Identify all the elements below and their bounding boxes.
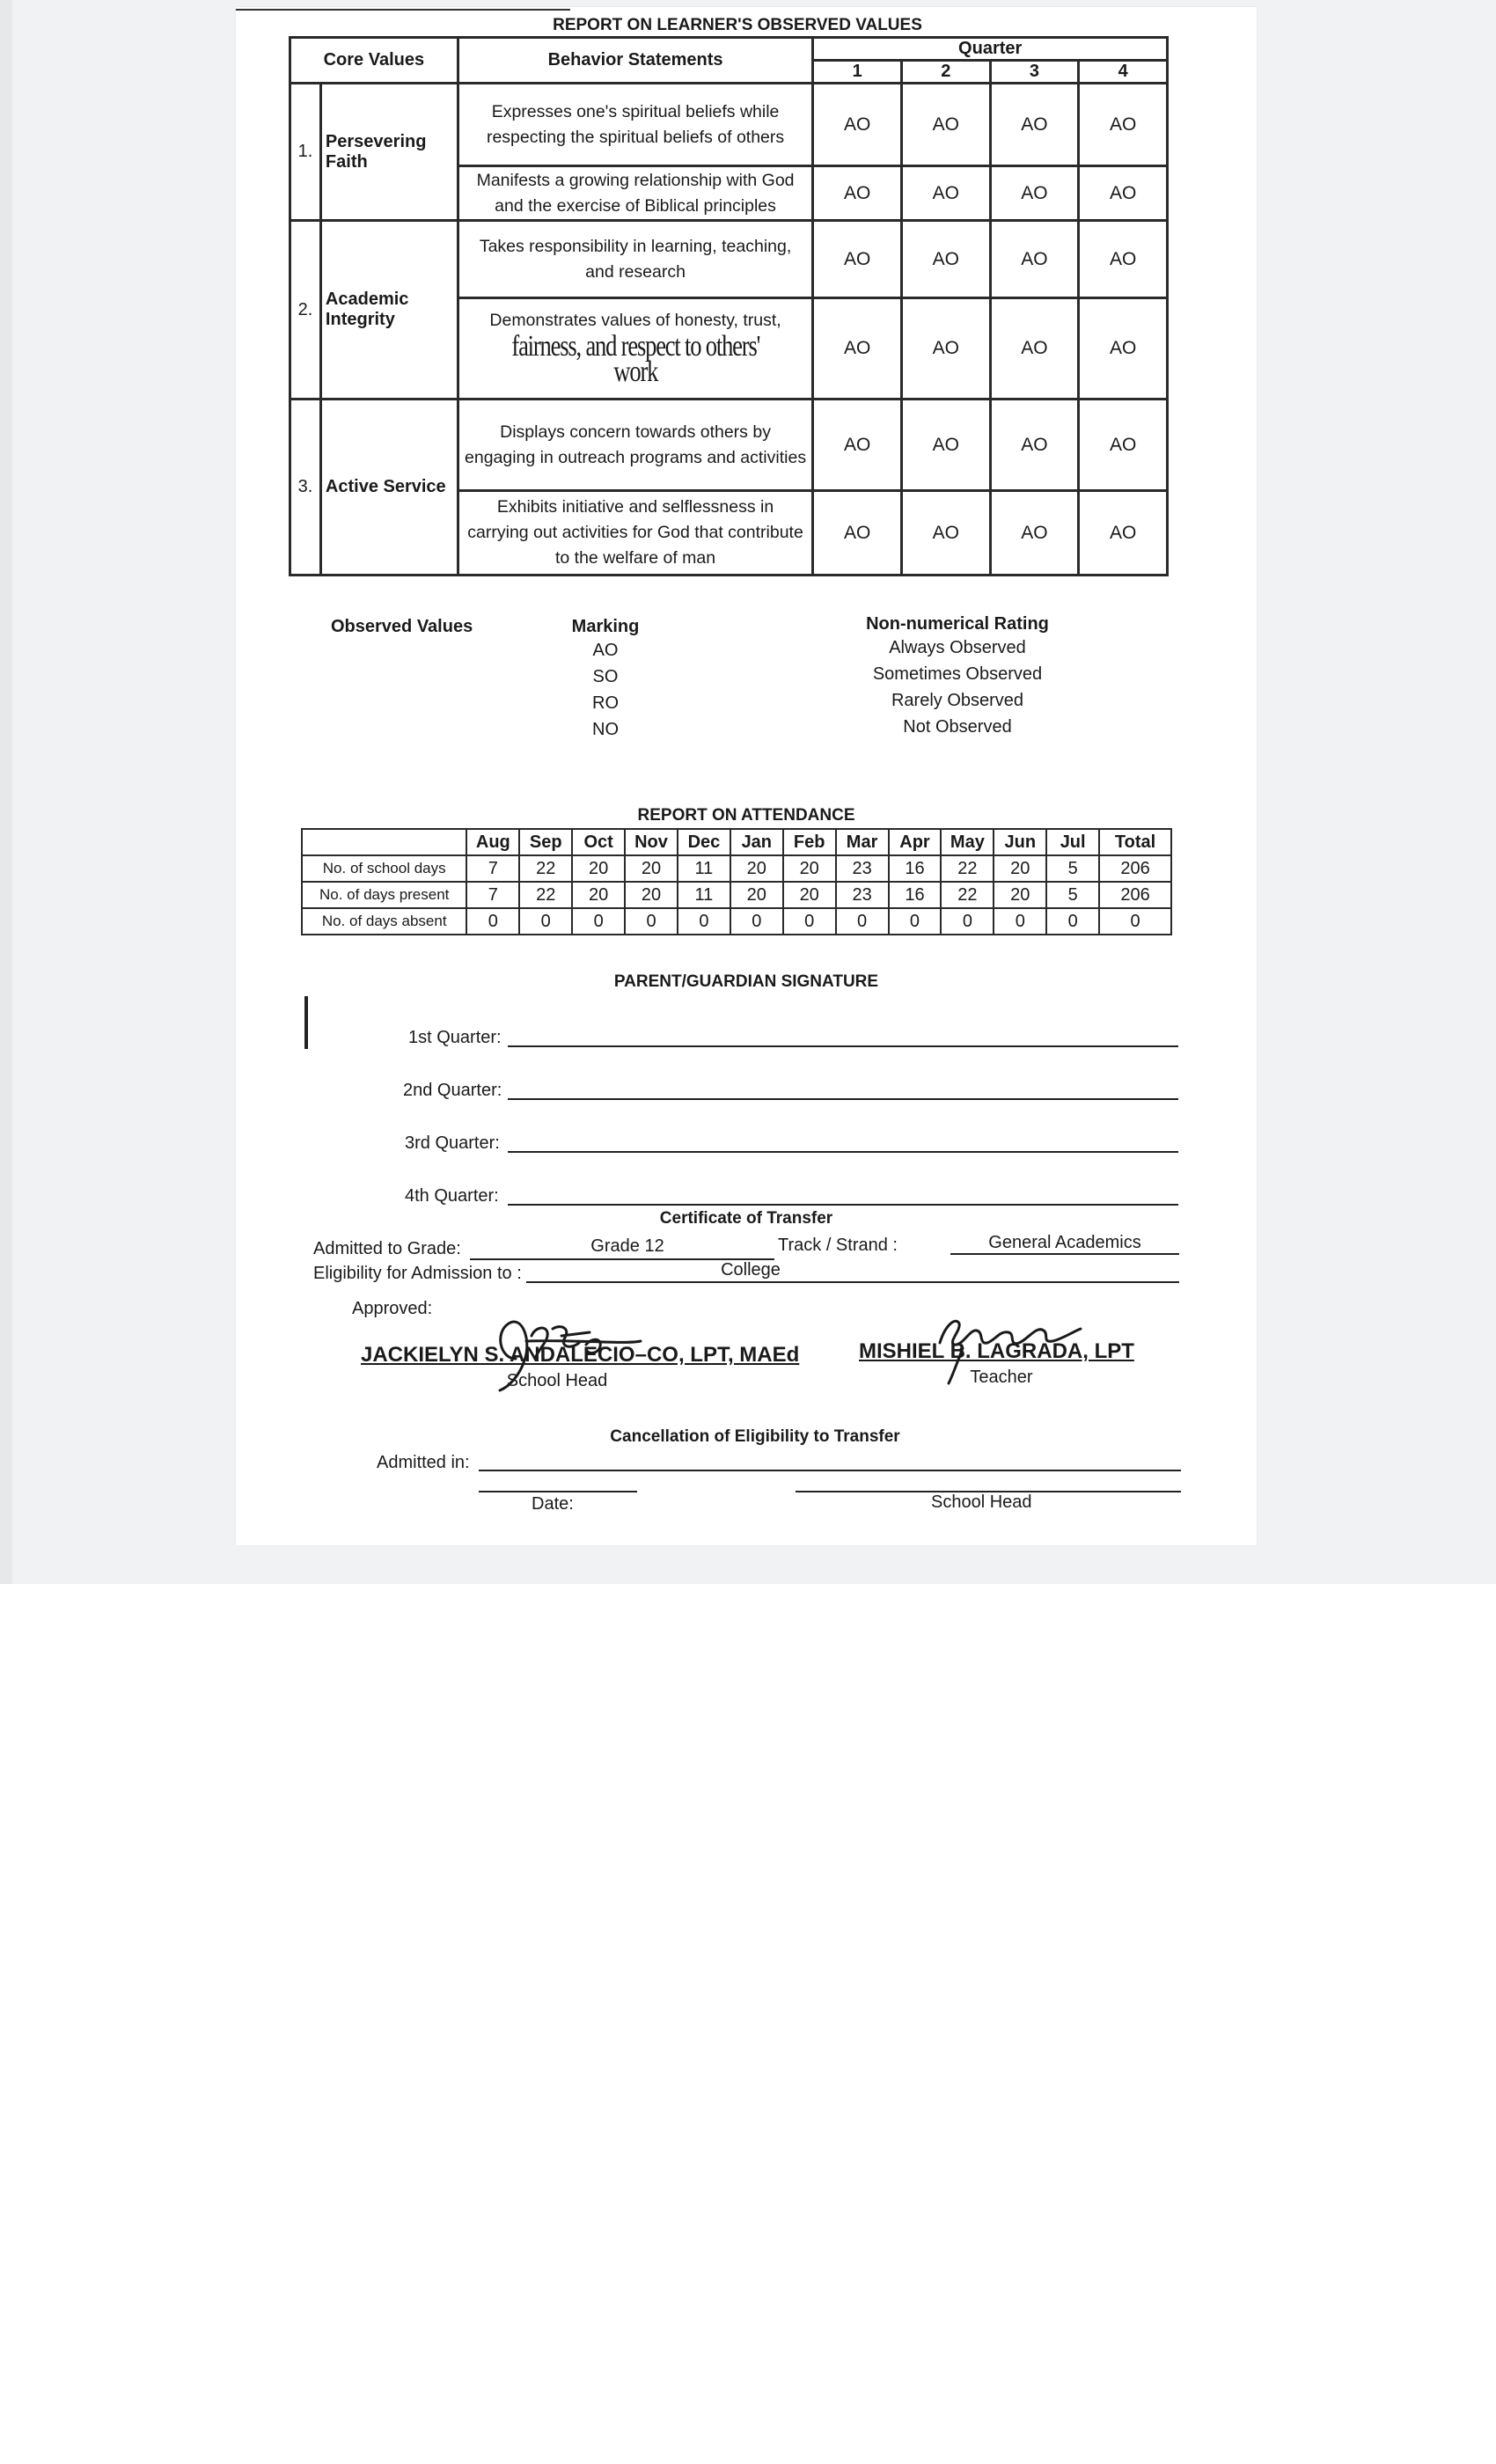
table-row	[302, 882, 1171, 908]
admitted-to-grade-value: Grade 12	[590, 1236, 664, 1256]
month-header: Dec	[678, 829, 730, 855]
attendance-cell: 20	[783, 855, 836, 882]
scan-edge	[0, 0, 12, 1584]
month-header: Jul	[1046, 829, 1099, 855]
mark-q4: AO	[1079, 221, 1168, 298]
month-header: Feb	[783, 829, 836, 855]
behavior-statement: Displays concern towards others by engaging in outreach programs and activities	[458, 400, 813, 491]
report-card-page	[236, 7, 1257, 1545]
month-header: Apr	[889, 829, 942, 855]
school-head-role: School Head	[506, 1371, 608, 1390]
table-row	[302, 829, 1171, 855]
table-row	[302, 908, 1171, 935]
month-header: Sep	[519, 829, 572, 855]
attendance-cell: 5	[1046, 882, 1099, 908]
month-header: Oct	[572, 829, 625, 855]
legend-marking-label: Marking	[571, 617, 640, 636]
attendance-cell: 0	[994, 908, 1046, 935]
date-line	[479, 1491, 637, 1492]
mark-q2: AO	[902, 298, 991, 400]
mark-q1: AO	[813, 298, 902, 400]
mark-q3: AO	[990, 84, 1079, 166]
behavior-statement-continued: fairness, and respect to others' work	[511, 330, 759, 388]
attendance-cell: 0	[466, 908, 519, 935]
quarter-2-label: 2nd Quarter:	[403, 1081, 502, 1100]
quarter-4-label: 4th Quarter:	[405, 1186, 499, 1206]
mark-q3: AO	[990, 221, 1079, 298]
header-q2: 2	[902, 61, 991, 84]
table-row	[290, 221, 1168, 298]
legend-rating: Rarely Observed	[891, 691, 1024, 710]
attendance-cell: 0	[678, 908, 730, 935]
attendance-total: 0	[1099, 908, 1171, 935]
legend-rating: Not Observed	[903, 717, 1012, 737]
mark-q3: AO	[990, 491, 1079, 576]
total-header: Total	[1099, 829, 1171, 855]
behavior-statement: Exhibits initiative and selflessness in carrying out activities for God that contribute to the welfare of man	[458, 491, 813, 576]
margin-mark	[304, 996, 308, 1049]
mark-q4: AO	[1079, 84, 1168, 166]
attendance-cell: 0	[730, 908, 783, 935]
attendance-cell: 20	[625, 855, 678, 882]
attendance-cell: 0	[519, 908, 572, 935]
attendance-cell: 20	[730, 855, 783, 882]
quarter-1-label: 1st Quarter:	[408, 1028, 502, 1047]
mark-q2: AO	[902, 221, 991, 298]
mark-q1: AO	[813, 84, 902, 166]
legend-marking: RO	[592, 693, 619, 713]
attendance-cell: 5	[1046, 855, 1099, 882]
mark-q1: AO	[813, 400, 902, 491]
track-value: General Academics	[988, 1233, 1141, 1252]
behavior-statement-cell	[458, 298, 813, 400]
mark-q1: AO	[813, 491, 902, 576]
attendance-cell: 23	[836, 855, 889, 882]
behavior-statement: Expresses one's spiritual beliefs while respecting the spiritual beliefs of others	[458, 84, 813, 166]
row-label: No. of days absent	[302, 908, 466, 935]
eligibility-value: College	[721, 1260, 781, 1280]
attendance-cell: 20	[994, 855, 1046, 882]
header-q1: 1	[813, 61, 902, 84]
header-behavior-statements: Behavior Statements	[458, 38, 813, 84]
mark-q2: AO	[902, 491, 991, 576]
mark-q1: AO	[813, 221, 902, 298]
attendance-cell: 0	[941, 908, 994, 935]
mark-q4: AO	[1079, 400, 1168, 491]
attendance-cell: 0	[572, 908, 625, 935]
mark-q2: AO	[902, 84, 991, 166]
attendance-cell: 0	[889, 908, 942, 935]
attendance-title: REPORT ON ATTENDANCE	[637, 806, 855, 825]
attendance-cell: 20	[572, 882, 625, 908]
legend-marking-column	[544, 617, 667, 743]
top-edge-line	[236, 9, 570, 11]
cancellation-title: Cancellation of Eligibility to Transfer	[610, 1427, 900, 1446]
quarter-4-signature-line	[508, 1204, 1178, 1206]
attendance-total: 206	[1099, 882, 1171, 908]
attendance-total: 206	[1099, 855, 1171, 882]
attendance-cell: 23	[836, 882, 889, 908]
teacher-role: Teacher	[970, 1368, 1033, 1387]
attendance-cell: 22	[519, 882, 572, 908]
attendance-cell: 22	[941, 882, 994, 908]
mark-q4: AO	[1079, 166, 1168, 221]
date-label: Date:	[532, 1494, 574, 1514]
legend-observed-values-label: Observed Values	[331, 617, 473, 636]
attendance-cell: 0	[1046, 908, 1099, 935]
attendance-cell: 20	[783, 882, 836, 908]
mark-q3: AO	[990, 400, 1079, 491]
header-q4: 4	[1079, 61, 1168, 84]
parent-signature-title: PARENT/GUARDIAN SIGNATURE	[613, 972, 879, 991]
mark-q2: AO	[902, 166, 991, 221]
table-row	[302, 855, 1171, 882]
cancellation-school-head-label: School Head	[931, 1492, 1032, 1512]
track-line	[950, 1253, 1179, 1255]
table-row	[290, 84, 1168, 166]
mark-q3: AO	[990, 166, 1079, 221]
attendance-cell: 20	[730, 882, 783, 908]
month-header: Mar	[836, 829, 889, 855]
legend-marking: NO	[592, 720, 619, 739]
month-header: Jun	[994, 829, 1046, 855]
attendance-cell: 0	[625, 908, 678, 935]
group-number: 2.	[290, 221, 321, 400]
attendance-table	[301, 828, 1172, 935]
teacher-name: MISHIEL B. LAGRADA, LPT	[859, 1339, 1134, 1363]
admitted-in-label: Admitted in:	[377, 1453, 470, 1472]
legend-rating-label: Non-numerical Rating	[866, 614, 1049, 634]
behavior-statement: Takes responsibility in learning, teaching, and research	[458, 221, 813, 298]
school-head-name: JACKIELYN S. ANDALECIO–CO, LPT, MAEd	[361, 1343, 800, 1367]
quarter-2-signature-line	[508, 1098, 1178, 1100]
approved-label: Approved:	[352, 1299, 433, 1318]
eligibility-label: Eligibility for Admission to :	[313, 1264, 522, 1283]
legend-marking: AO	[592, 641, 619, 660]
group-number: 3.	[290, 400, 321, 576]
core-value-name: Academic Integrity	[320, 221, 458, 400]
attendance-cell: 16	[889, 882, 942, 908]
behavior-statement: Manifests a growing relationship with God and the exercise of Biblical principles	[458, 166, 813, 221]
mark-q3: AO	[990, 298, 1079, 400]
attendance-cell: 22	[941, 855, 994, 882]
legend-rating: Sometimes Observed	[872, 664, 1043, 684]
admitted-in-line	[479, 1470, 1181, 1471]
legend-rating: Always Observed	[889, 638, 1026, 657]
table-row	[290, 400, 1168, 491]
legend-rating-column	[825, 614, 1089, 740]
quarter-3-signature-line	[508, 1151, 1178, 1153]
behavior-statement: Demonstrates values of honesty, trust,	[489, 311, 781, 330]
header-quarter: Quarter	[813, 38, 1168, 61]
attendance-cell: 20	[994, 882, 1046, 908]
row-label: No. of days present	[302, 882, 466, 908]
header-q3: 3	[990, 61, 1079, 84]
month-header: Jan	[730, 829, 783, 855]
certificate-title: Certificate of Transfer	[659, 1209, 833, 1228]
group-number: 1.	[290, 84, 321, 221]
month-header: Aug	[466, 829, 519, 855]
header-core-values: Core Values	[290, 38, 458, 84]
admitted-to-grade-label: Admitted to Grade:	[313, 1239, 461, 1258]
attendance-corner	[302, 829, 466, 855]
quarter-1-signature-line	[508, 1045, 1178, 1047]
attendance-cell: 11	[678, 855, 730, 882]
core-value-name: Active Service	[320, 400, 458, 576]
month-header: May	[941, 829, 994, 855]
track-label: Track / Strand :	[778, 1236, 898, 1255]
attendance-cell: 0	[783, 908, 836, 935]
legend-marking: SO	[592, 667, 619, 686]
attendance-cell: 22	[519, 855, 572, 882]
attendance-cell: 20	[572, 855, 625, 882]
attendance-cell: 16	[889, 855, 942, 882]
mark-q4: AO	[1079, 298, 1168, 400]
row-label: No. of school days	[302, 855, 466, 882]
attendance-cell: 20	[625, 882, 678, 908]
quarter-3-label: 3rd Quarter:	[405, 1133, 500, 1153]
month-header: Nov	[625, 829, 678, 855]
eligibility-line	[526, 1281, 1179, 1283]
mark-q2: AO	[902, 400, 991, 491]
attendance-cell: 0	[836, 908, 889, 935]
attendance-cell: 7	[466, 882, 519, 908]
attendance-cell: 7	[466, 855, 519, 882]
attendance-cell: 11	[678, 882, 730, 908]
core-value-name: Persevering Faith	[320, 84, 458, 221]
mark-q1: AO	[813, 166, 902, 221]
mark-q4: AO	[1079, 491, 1168, 576]
observed-values-title: REPORT ON LEARNER'S OBSERVED VALUES	[553, 16, 922, 34]
observed-values-table	[289, 36, 1169, 576]
